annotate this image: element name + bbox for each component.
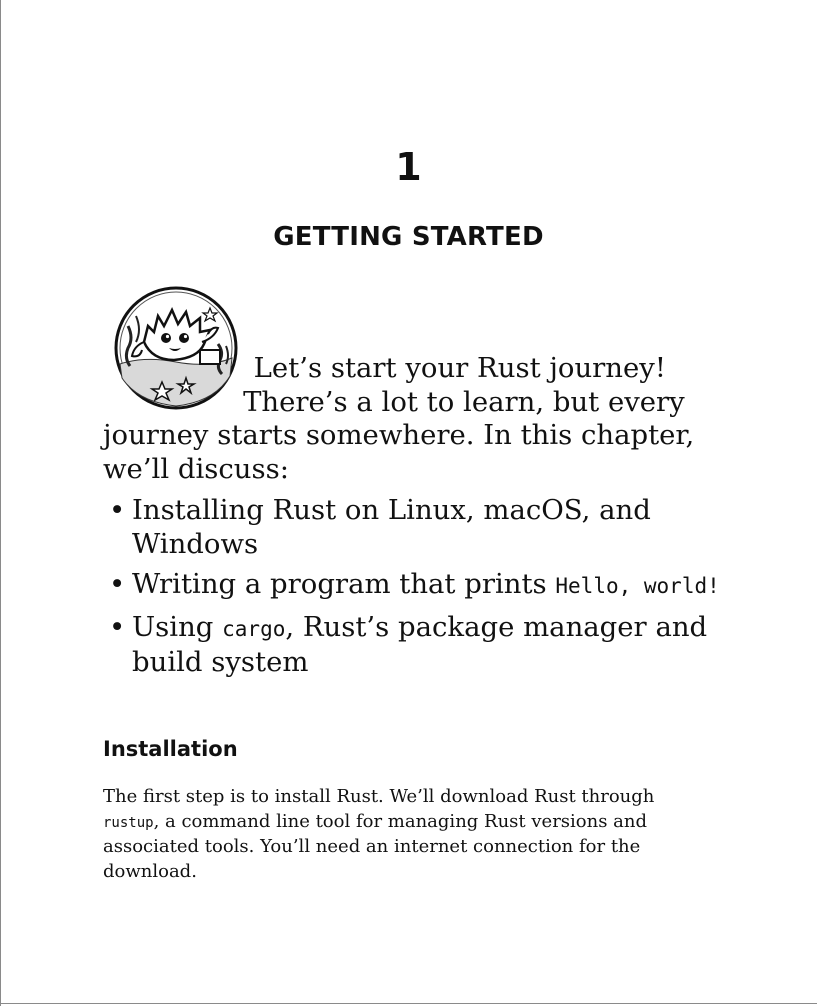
paragraph-text: , a command line tool for managing Rust versions and associated tools. You’ll need an internet connection for the download. [103,810,648,882]
inline-code: Hello, world! [555,574,720,599]
chapter-number: 1 [395,145,422,189]
inline-code: rustup [103,814,154,831]
body-paragraph [103,785,703,884]
list-item-text: Using [132,610,223,643]
bullet-icon: • [109,494,126,526]
inline-code: cargo [222,616,286,641]
list-item [103,494,743,561]
paragraph-text: The first step is to install Rust. We’ll download Rust through [103,786,655,807]
page-bottom-edge [0,1003,817,1004]
section-heading: Installation [103,737,238,761]
topics-list [103,494,743,687]
list-item [103,568,743,604]
list-item-text: Installing Rust on Linux, macOS, and Windows [132,494,651,560]
rust-crab-ferris-icon [114,286,238,410]
list-item [103,611,743,680]
chapter-title: GETTING STARTED [273,222,544,252]
intro-text: Let’s start your Rust journey! There’s a lot to learn, but every journey starts somewhere. In this chapter, we’ll discuss: [103,352,695,485]
bullet-icon: • [109,568,126,601]
bullet-icon: • [109,610,126,643]
intro-paragraph [103,286,743,486]
list-item-text: Writing a program that prints [132,568,556,601]
list-item-text: , Rust’s package manager and build system [132,610,708,679]
